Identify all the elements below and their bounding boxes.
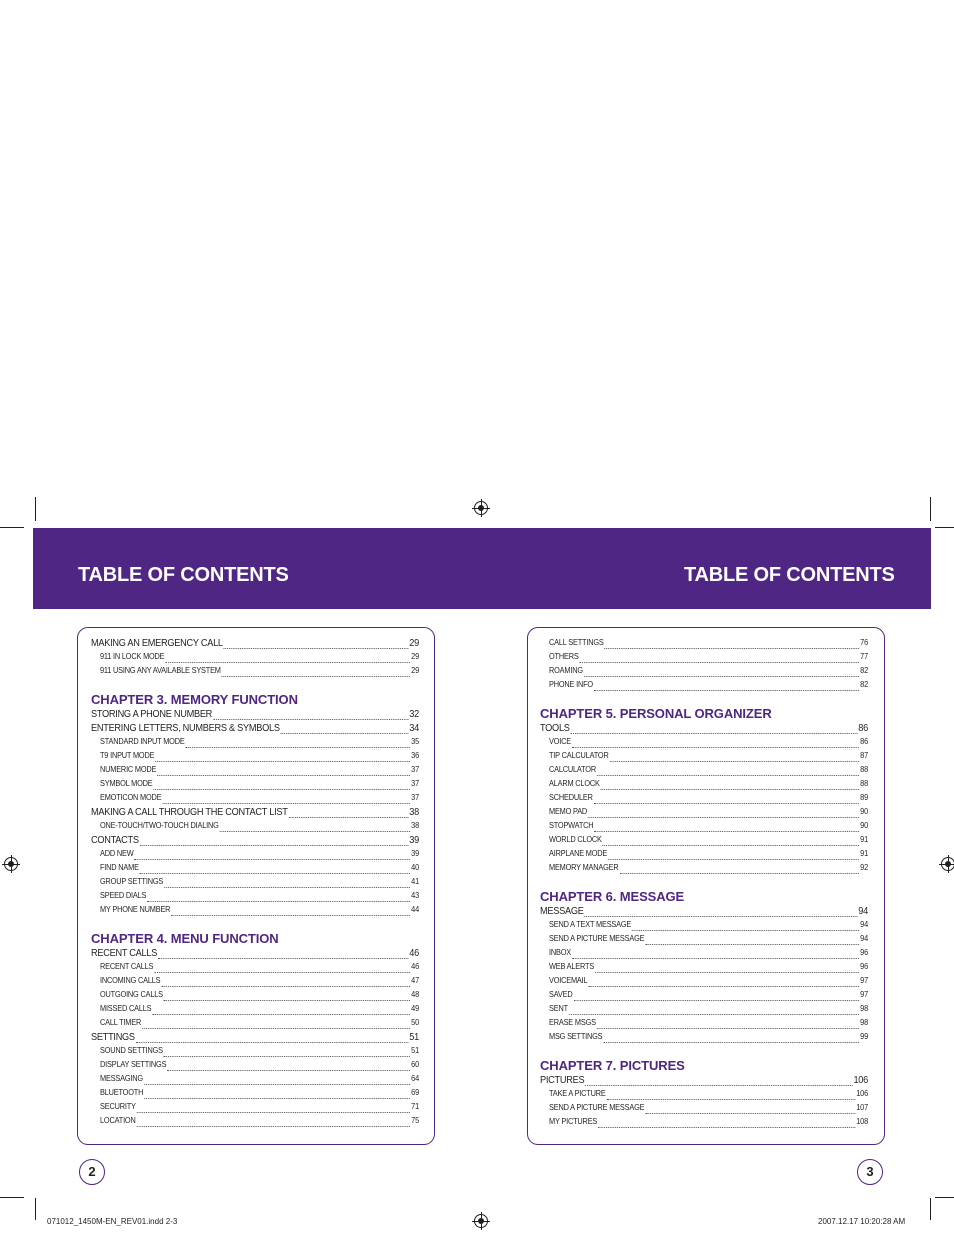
crop-mark <box>35 1198 36 1220</box>
toc-entry-page: 76 <box>860 638 868 647</box>
toc-entry-label: RECENT CALLS <box>100 962 154 971</box>
leader-dots <box>164 887 410 888</box>
toc-subentry[interactable] <box>100 962 419 976</box>
toc-entry-label: ERASE MSGS <box>549 1018 596 1027</box>
crop-mark <box>935 1197 954 1198</box>
toc-subentry[interactable] <box>549 807 868 821</box>
crop-mark <box>35 497 36 521</box>
toc-entry-page: 69 <box>411 1088 419 1097</box>
toc-subentry[interactable] <box>549 1004 868 1018</box>
leader-dots <box>224 648 409 649</box>
toc-subentry[interactable] <box>100 849 419 863</box>
toc-subentry[interactable] <box>549 765 868 779</box>
leader-dots <box>601 789 860 790</box>
toc-entry[interactable] <box>91 948 419 962</box>
toc-entry-label: WEB ALERTS <box>549 962 595 971</box>
leader-dots <box>220 831 411 832</box>
toc-entry-label: STANDARD INPUT MODE <box>100 737 185 746</box>
toc-entry-page: 82 <box>860 666 868 675</box>
toc-entry-page: 29 <box>411 666 419 675</box>
toc-entry-label: MEMORY MANAGER <box>549 863 619 872</box>
toc-subentry[interactable] <box>549 652 868 666</box>
toc-subentry[interactable] <box>549 962 868 976</box>
leader-dots <box>185 747 410 748</box>
toc-entry-label: CONTACTS <box>91 835 139 846</box>
toc-entry-label: SEND A PICTURE MESSAGE <box>549 1103 645 1112</box>
toc-subentry[interactable] <box>100 1046 419 1060</box>
toc-subentry[interactable] <box>100 779 419 793</box>
toc-subentry[interactable] <box>100 751 419 765</box>
leader-dots <box>137 1112 411 1113</box>
toc-entry-page: 89 <box>860 793 868 802</box>
toc-entry-label: AIRPLANE MODE <box>549 849 608 858</box>
toc-entry-label: RECENT CALLS <box>91 948 158 959</box>
leader-dots <box>571 733 858 734</box>
crop-mark <box>0 1197 24 1198</box>
toc-entry-label: NUMERIC MODE <box>100 765 157 774</box>
toc-entry-label: MESSAGE <box>540 906 584 917</box>
crop-mark <box>935 527 954 528</box>
toc-entry-label: PHONE INFO <box>549 680 593 689</box>
toc-entry-page: 94 <box>858 906 868 917</box>
leader-dots <box>167 1070 410 1071</box>
toc-entry-label: VOICEMAIL <box>549 976 588 985</box>
toc-entry-page: 75 <box>411 1116 419 1125</box>
toc-entry-label: TOOLS <box>540 723 570 734</box>
toc-entry-page: 88 <box>860 779 868 788</box>
leader-dots <box>281 733 409 734</box>
leader-dots <box>161 986 410 987</box>
toc-entry-label: T9 INPUT MODE <box>100 751 155 760</box>
toc-subentry[interactable] <box>100 1060 419 1074</box>
toc-entry-page: 38 <box>411 821 419 830</box>
toc-subentry[interactable] <box>549 1089 868 1103</box>
leader-dots <box>158 958 408 959</box>
registration-mark-icon <box>941 857 954 871</box>
toc-subentry[interactable] <box>100 652 419 666</box>
toc-entry-page: 34 <box>409 723 419 734</box>
toc-entry-page: 48 <box>411 990 419 999</box>
toc-entry-label: CALL SETTINGS <box>549 638 604 647</box>
toc-entry-page: 38 <box>409 807 419 818</box>
toc-entry-label: MEMO PAD <box>549 807 588 816</box>
toc-entry-page: 50 <box>411 1018 419 1027</box>
toc-entry-label: SENT <box>549 1004 568 1013</box>
leader-dots <box>140 873 411 874</box>
leader-dots <box>584 676 859 677</box>
toc-subentry[interactable] <box>549 1117 868 1131</box>
leader-dots <box>142 1028 410 1029</box>
toc-entry-label: FIND NAME <box>100 863 139 872</box>
leader-dots <box>598 1127 855 1128</box>
toc-entry-label: SPEED DIALS <box>100 891 147 900</box>
toc-entry-label: WORLD CLOCK <box>549 835 602 844</box>
toc-entry-label: VOICE <box>549 737 571 746</box>
toc-entry-label: INBOX <box>549 948 571 957</box>
toc-entry-page: 91 <box>860 849 868 858</box>
leader-dots <box>213 719 408 720</box>
leader-dots <box>645 1113 855 1114</box>
toc-entry-page: 47 <box>411 976 419 985</box>
leader-dots <box>607 1099 856 1100</box>
toc-entry-label: DISPLAY SETTINGS <box>100 1060 167 1069</box>
toc-subentry[interactable] <box>100 990 419 1004</box>
toc-subentry[interactable] <box>549 751 868 765</box>
toc-entry-page: 97 <box>860 976 868 985</box>
toc-entry-label: CALL TIMER <box>100 1018 142 1027</box>
toc-entry-label: GROUP SETTINGS <box>100 877 164 886</box>
toc-entry-page: 36 <box>411 751 419 760</box>
toc-entry-page: 77 <box>860 652 868 661</box>
toc-entry-page: 44 <box>411 905 419 914</box>
toc-entry-label: TAKE A PICTURE <box>549 1089 606 1098</box>
toc-entry-page: 98 <box>860 1004 868 1013</box>
toc-entry-page: 98 <box>860 1018 868 1027</box>
toc-subentry[interactable] <box>549 666 868 680</box>
leader-dots <box>579 662 859 663</box>
toc-entry-page: 39 <box>409 835 419 846</box>
toc-subentry[interactable] <box>549 863 868 877</box>
chapter-heading: CHAPTER 7. PICTURES <box>540 1058 685 1073</box>
chapter-heading: CHAPTER 4. MENU FUNCTION <box>91 931 279 946</box>
toc-subentry[interactable] <box>549 1103 868 1117</box>
toc-entry-page: 88 <box>860 765 868 774</box>
toc-entry-label: MY PICTURES <box>549 1117 598 1126</box>
toc-entry-label: CALCULATOR <box>549 765 596 774</box>
leader-dots <box>594 831 859 832</box>
toc-entry-page: 86 <box>858 723 868 734</box>
slug-filename: 071012_1450M-EN_REV01.indd 2-3 <box>47 1217 178 1226</box>
toc-entry-label: SCHEDULER <box>549 793 593 802</box>
crop-mark <box>930 1198 931 1220</box>
registration-mark-icon <box>474 1214 488 1228</box>
toc-subentry[interactable] <box>549 737 868 751</box>
toc-entry-page: 92 <box>860 863 868 872</box>
toc-entry-page: 40 <box>411 863 419 872</box>
toc-entry-label: SAVED <box>549 990 573 999</box>
leader-dots <box>155 761 410 762</box>
toc-entry-page: 37 <box>411 779 419 788</box>
toc-entry[interactable] <box>540 723 868 737</box>
toc-subentry[interactable] <box>100 891 419 905</box>
toc-entry[interactable] <box>91 709 419 723</box>
toc-subentry[interactable] <box>549 793 868 807</box>
leader-dots <box>222 676 411 677</box>
right-page-title: TABLE OF CONTENTS <box>684 564 895 586</box>
toc-subentry[interactable] <box>549 835 868 849</box>
toc-entry-label: ENTERING LETTERS, NUMBERS & SYMBOLS <box>91 723 280 734</box>
toc-entry-label: MISSED CALLS <box>100 1004 152 1013</box>
toc-entry-page: 91 <box>860 835 868 844</box>
toc-entry-page: 96 <box>860 948 868 957</box>
toc-entry-label: LOCATION <box>100 1116 136 1125</box>
toc-entry-page: 96 <box>860 962 868 971</box>
toc-entry-label: SETTINGS <box>91 1032 135 1043</box>
toc-subentry[interactable] <box>100 1116 419 1130</box>
toc-entry-page: 39 <box>411 849 419 858</box>
toc-subentry[interactable] <box>549 638 868 652</box>
toc-entry-label: STOPWATCH <box>549 821 594 830</box>
toc-subentry[interactable] <box>549 1018 868 1032</box>
leader-dots <box>572 958 859 959</box>
toc-subentry[interactable] <box>549 779 868 793</box>
chapter-heading: CHAPTER 5. PERSONAL ORGANIZER <box>540 706 772 721</box>
leader-dots <box>171 915 410 916</box>
toc-entry-page: 49 <box>411 1004 419 1013</box>
toc-entry-label: PICTURES <box>540 1075 585 1086</box>
leader-dots <box>164 1000 410 1001</box>
toc-subentry[interactable] <box>549 920 868 934</box>
toc-entry-label: MY PHONE NUMBER <box>100 905 171 914</box>
toc-entry-page: 108 <box>856 1117 868 1126</box>
toc-subentry[interactable] <box>100 976 419 990</box>
leader-dots <box>595 972 859 973</box>
left-page-title: TABLE OF CONTENTS <box>78 564 289 586</box>
toc-entry-page: 29 <box>411 652 419 661</box>
toc-entry-page: 60 <box>411 1060 419 1069</box>
leader-dots <box>632 930 859 931</box>
leader-dots <box>597 1028 860 1029</box>
toc-entry-label: 911 USING ANY AVAILABLE SYSTEM <box>100 666 221 675</box>
toc-subentry[interactable] <box>549 680 868 694</box>
toc-entry-page: 43 <box>411 891 419 900</box>
toc-entry-page: 90 <box>860 821 868 830</box>
leader-dots <box>588 986 859 987</box>
toc-entry-label: SECURITY <box>100 1102 136 1111</box>
leader-dots <box>585 1085 852 1086</box>
toc-entry-label: INCOMING CALLS <box>100 976 161 985</box>
leader-dots <box>584 916 857 917</box>
toc-subentry[interactable] <box>100 821 419 835</box>
toc-entry-page: 32 <box>409 709 419 720</box>
toc-entry-page: 37 <box>411 793 419 802</box>
page-number-left: 2 <box>79 1159 105 1185</box>
toc-entry-label: SOUND SETTINGS <box>100 1046 163 1055</box>
leader-dots <box>597 775 859 776</box>
leader-dots <box>603 845 860 846</box>
toc-entry-page: 46 <box>411 962 419 971</box>
toc-subentry[interactable] <box>100 1018 419 1032</box>
toc-subentry[interactable] <box>100 1074 419 1088</box>
leader-dots <box>162 803 410 804</box>
toc-subentry[interactable] <box>100 905 419 919</box>
leader-dots <box>153 789 410 790</box>
toc-entry-label: MESSAGING <box>100 1074 143 1083</box>
leader-dots <box>645 944 859 945</box>
toc-entry-page: 97 <box>860 990 868 999</box>
toc-entry-page: 107 <box>856 1103 868 1112</box>
toc-entry[interactable] <box>91 807 419 821</box>
leader-dots <box>610 761 860 762</box>
leader-dots <box>164 1056 410 1057</box>
leader-dots <box>588 817 859 818</box>
leader-dots <box>619 873 859 874</box>
toc-subentry[interactable] <box>100 863 419 877</box>
leader-dots <box>605 648 860 649</box>
toc-entry-page: 51 <box>409 1032 419 1043</box>
toc-subentry[interactable] <box>100 793 419 807</box>
toc-entry-page: 29 <box>409 638 419 649</box>
toc-entry-page: 90 <box>860 807 868 816</box>
toc-entry-page: 71 <box>411 1102 419 1111</box>
toc-entry-page: 99 <box>860 1032 868 1041</box>
toc-entry-label: STORING A PHONE NUMBER <box>91 709 213 720</box>
leader-dots <box>134 859 410 860</box>
leader-dots <box>144 1084 410 1085</box>
leader-dots <box>594 803 860 804</box>
leader-dots <box>594 690 859 691</box>
leader-dots <box>572 747 859 748</box>
toc-subentry[interactable] <box>549 990 868 1004</box>
toc-subentry[interactable] <box>549 948 868 962</box>
toc-subentry[interactable] <box>549 1032 868 1046</box>
toc-entry-label: SEND A TEXT MESSAGE <box>549 920 632 929</box>
leader-dots <box>569 1014 859 1015</box>
toc-entry[interactable] <box>91 638 419 652</box>
toc-entry-label: ROAMING <box>549 666 583 675</box>
toc-subentry[interactable] <box>100 666 419 680</box>
leader-dots <box>152 1014 410 1015</box>
leader-dots <box>157 775 410 776</box>
crop-mark <box>0 527 24 528</box>
crop-mark <box>930 497 931 521</box>
leader-dots <box>603 1042 859 1043</box>
toc-subentry[interactable] <box>549 821 868 835</box>
toc-entry-label: ALARM CLOCK <box>549 779 600 788</box>
toc-subentry[interactable] <box>100 737 419 751</box>
toc-subentry[interactable] <box>549 934 868 948</box>
toc-entry-page: 35 <box>411 737 419 746</box>
toc-entry[interactable] <box>540 906 868 920</box>
toc-entry-label: ONE-TOUCH/TWO-TOUCH DIALING <box>100 821 219 830</box>
leader-dots <box>154 972 410 973</box>
toc-entry-page: 94 <box>860 934 868 943</box>
leader-dots <box>136 1042 409 1043</box>
leader-dots <box>147 901 410 902</box>
leader-dots <box>140 845 409 846</box>
toc-entry-label: 911 IN LOCK MODE <box>100 652 165 661</box>
toc-entry-page: 46 <box>409 948 419 959</box>
toc-entry-page: 37 <box>411 765 419 774</box>
toc-entry-page: 86 <box>860 737 868 746</box>
toc-entry-page: 106 <box>853 1075 868 1086</box>
toc-entry[interactable] <box>91 835 419 849</box>
toc-entry-label: SEND A PICTURE MESSAGE <box>549 934 645 943</box>
chapter-heading: CHAPTER 6. MESSAGE <box>540 889 685 904</box>
toc-entry-label: TIP CALCULATOR <box>549 751 609 760</box>
toc-entry-page: 41 <box>411 877 419 886</box>
page-number-right: 3 <box>857 1159 883 1185</box>
toc-entry-label: MSG SETTINGS <box>549 1032 603 1041</box>
registration-mark-icon <box>474 501 488 515</box>
toc-entry-page: 51 <box>411 1046 419 1055</box>
toc-entry-label: OTHERS <box>549 652 579 661</box>
registration-mark-icon <box>4 857 18 871</box>
toc-entry-label: MAKING AN EMERGENCY CALL <box>91 638 223 649</box>
toc-entry-page: 82 <box>860 680 868 689</box>
toc-subentry[interactable] <box>100 1102 419 1116</box>
toc-subentry[interactable] <box>549 976 868 990</box>
toc-subentry[interactable] <box>100 1088 419 1102</box>
toc-entry-page: 94 <box>860 920 868 929</box>
toc-entry-label: BLUETOOTH <box>100 1088 144 1097</box>
leader-dots <box>573 1000 859 1001</box>
toc-entry-label: ADD NEW <box>100 849 134 858</box>
leader-dots <box>137 1126 411 1127</box>
toc-entry[interactable] <box>91 723 419 737</box>
leader-dots <box>608 859 859 860</box>
toc-subentry[interactable] <box>100 1004 419 1018</box>
toc-entry-page: 106 <box>856 1089 868 1098</box>
toc-subentry[interactable] <box>549 849 868 863</box>
toc-entry[interactable] <box>91 1032 419 1046</box>
slug-timestamp: 2007.12.17 10:20:28 AM <box>818 1217 906 1226</box>
toc-entry-page: 87 <box>860 751 868 760</box>
toc-entry-label: EMOTICON MODE <box>100 793 162 802</box>
leader-dots <box>165 662 410 663</box>
toc-subentry[interactable] <box>100 877 419 891</box>
leader-dots <box>288 817 408 818</box>
toc-subentry[interactable] <box>100 765 419 779</box>
toc-entry-label: SYMBOL MODE <box>100 779 153 788</box>
leader-dots <box>144 1098 410 1099</box>
toc-entry-page: 64 <box>411 1074 419 1083</box>
chapter-heading: CHAPTER 3. MEMORY FUNCTION <box>91 692 298 707</box>
toc-entry-label: OUTGOING CALLS <box>100 990 163 999</box>
toc-entry-label: MAKING A CALL THROUGH THE CONTACT LIST <box>91 807 288 818</box>
toc-entry[interactable] <box>540 1075 868 1089</box>
